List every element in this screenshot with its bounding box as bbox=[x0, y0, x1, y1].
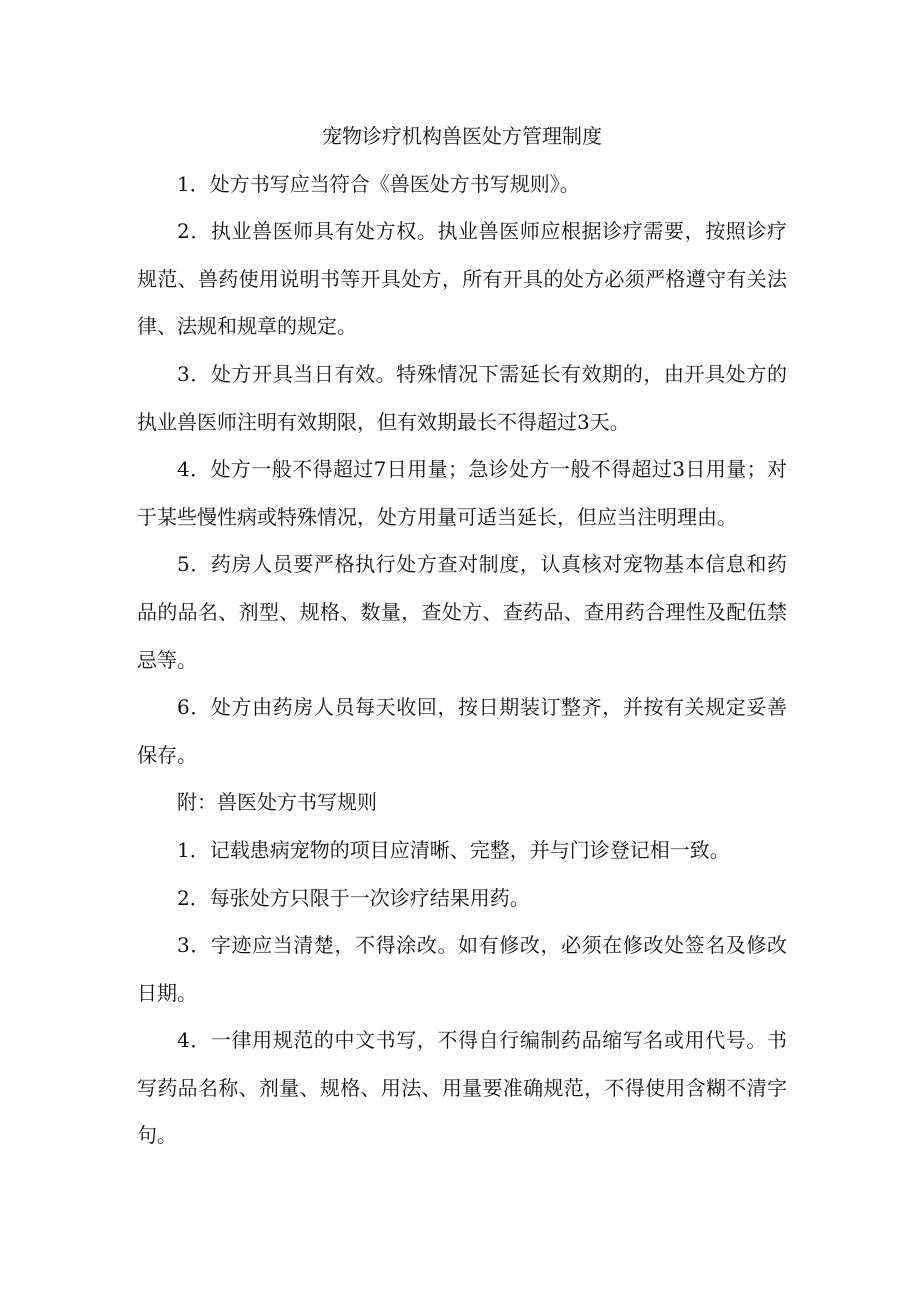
appendix-paragraph-1: 1．记载患病宠物的项目应清晰、完整，并与门诊登记相一致。 bbox=[177, 837, 730, 862]
appendix-paragraph-4: 4．一律用规范的中文书写，不得自行编制药品缩写名或用代号。书写药品名称、剂量、规格、用法、用量要准确规范，不得使用含糊不清字句。 bbox=[137, 1028, 787, 1148]
appendix-paragraph-2: 2．每张处方只限于一次诊疗结果用药。 bbox=[177, 885, 530, 910]
rule-paragraph-6: 6．处方由药房人员每天收回，按日期装订整齐，并按有关规定妥善保存。 bbox=[137, 695, 787, 767]
appendix-paragraph-3: 3．字迹应当清楚，不得涂改。如有修改，必须在修改处签名及修改日期。 bbox=[137, 933, 787, 1005]
rule-paragraph-4: 4．处方一般不得超过7日用量；急诊处方一般不得超过3日用量；对于某些慢性病或特殊情况，处方用量可适当延长，但应当注明理由。 bbox=[137, 457, 787, 529]
document-page bbox=[137, 113, 787, 1160]
document-title: 宠物诊疗机构兽医处方管理制度 bbox=[322, 124, 602, 148]
appendix-heading: 附：兽医处方书写规则 bbox=[177, 790, 377, 815]
rule-paragraph-1: 1．处方书写应当符合《兽医处方书写规则》。 bbox=[177, 171, 580, 196]
rule-paragraph-5: 5．药房人员要严格执行处方查对制度，认真核对宠物基本信息和药品的品名、剂型、规格、数量，查处方、查药品、查用药合理性及配伍禁忌等。 bbox=[137, 552, 787, 672]
rule-paragraph-3: 3．处方开具当日有效。特殊情况下需延长有效期的，由开具处方的执业兽医师注明有效期限，但有效期最长不得超过3天。 bbox=[137, 361, 787, 434]
rule-paragraph-2: 2．执业兽医师具有处方权。执业兽医师应根据诊疗需要，按照诊疗规范、兽药使用说明书等开具处方，所有开具的处方必须严格遵守有关法律、法规和规章的规定。 bbox=[137, 219, 787, 339]
